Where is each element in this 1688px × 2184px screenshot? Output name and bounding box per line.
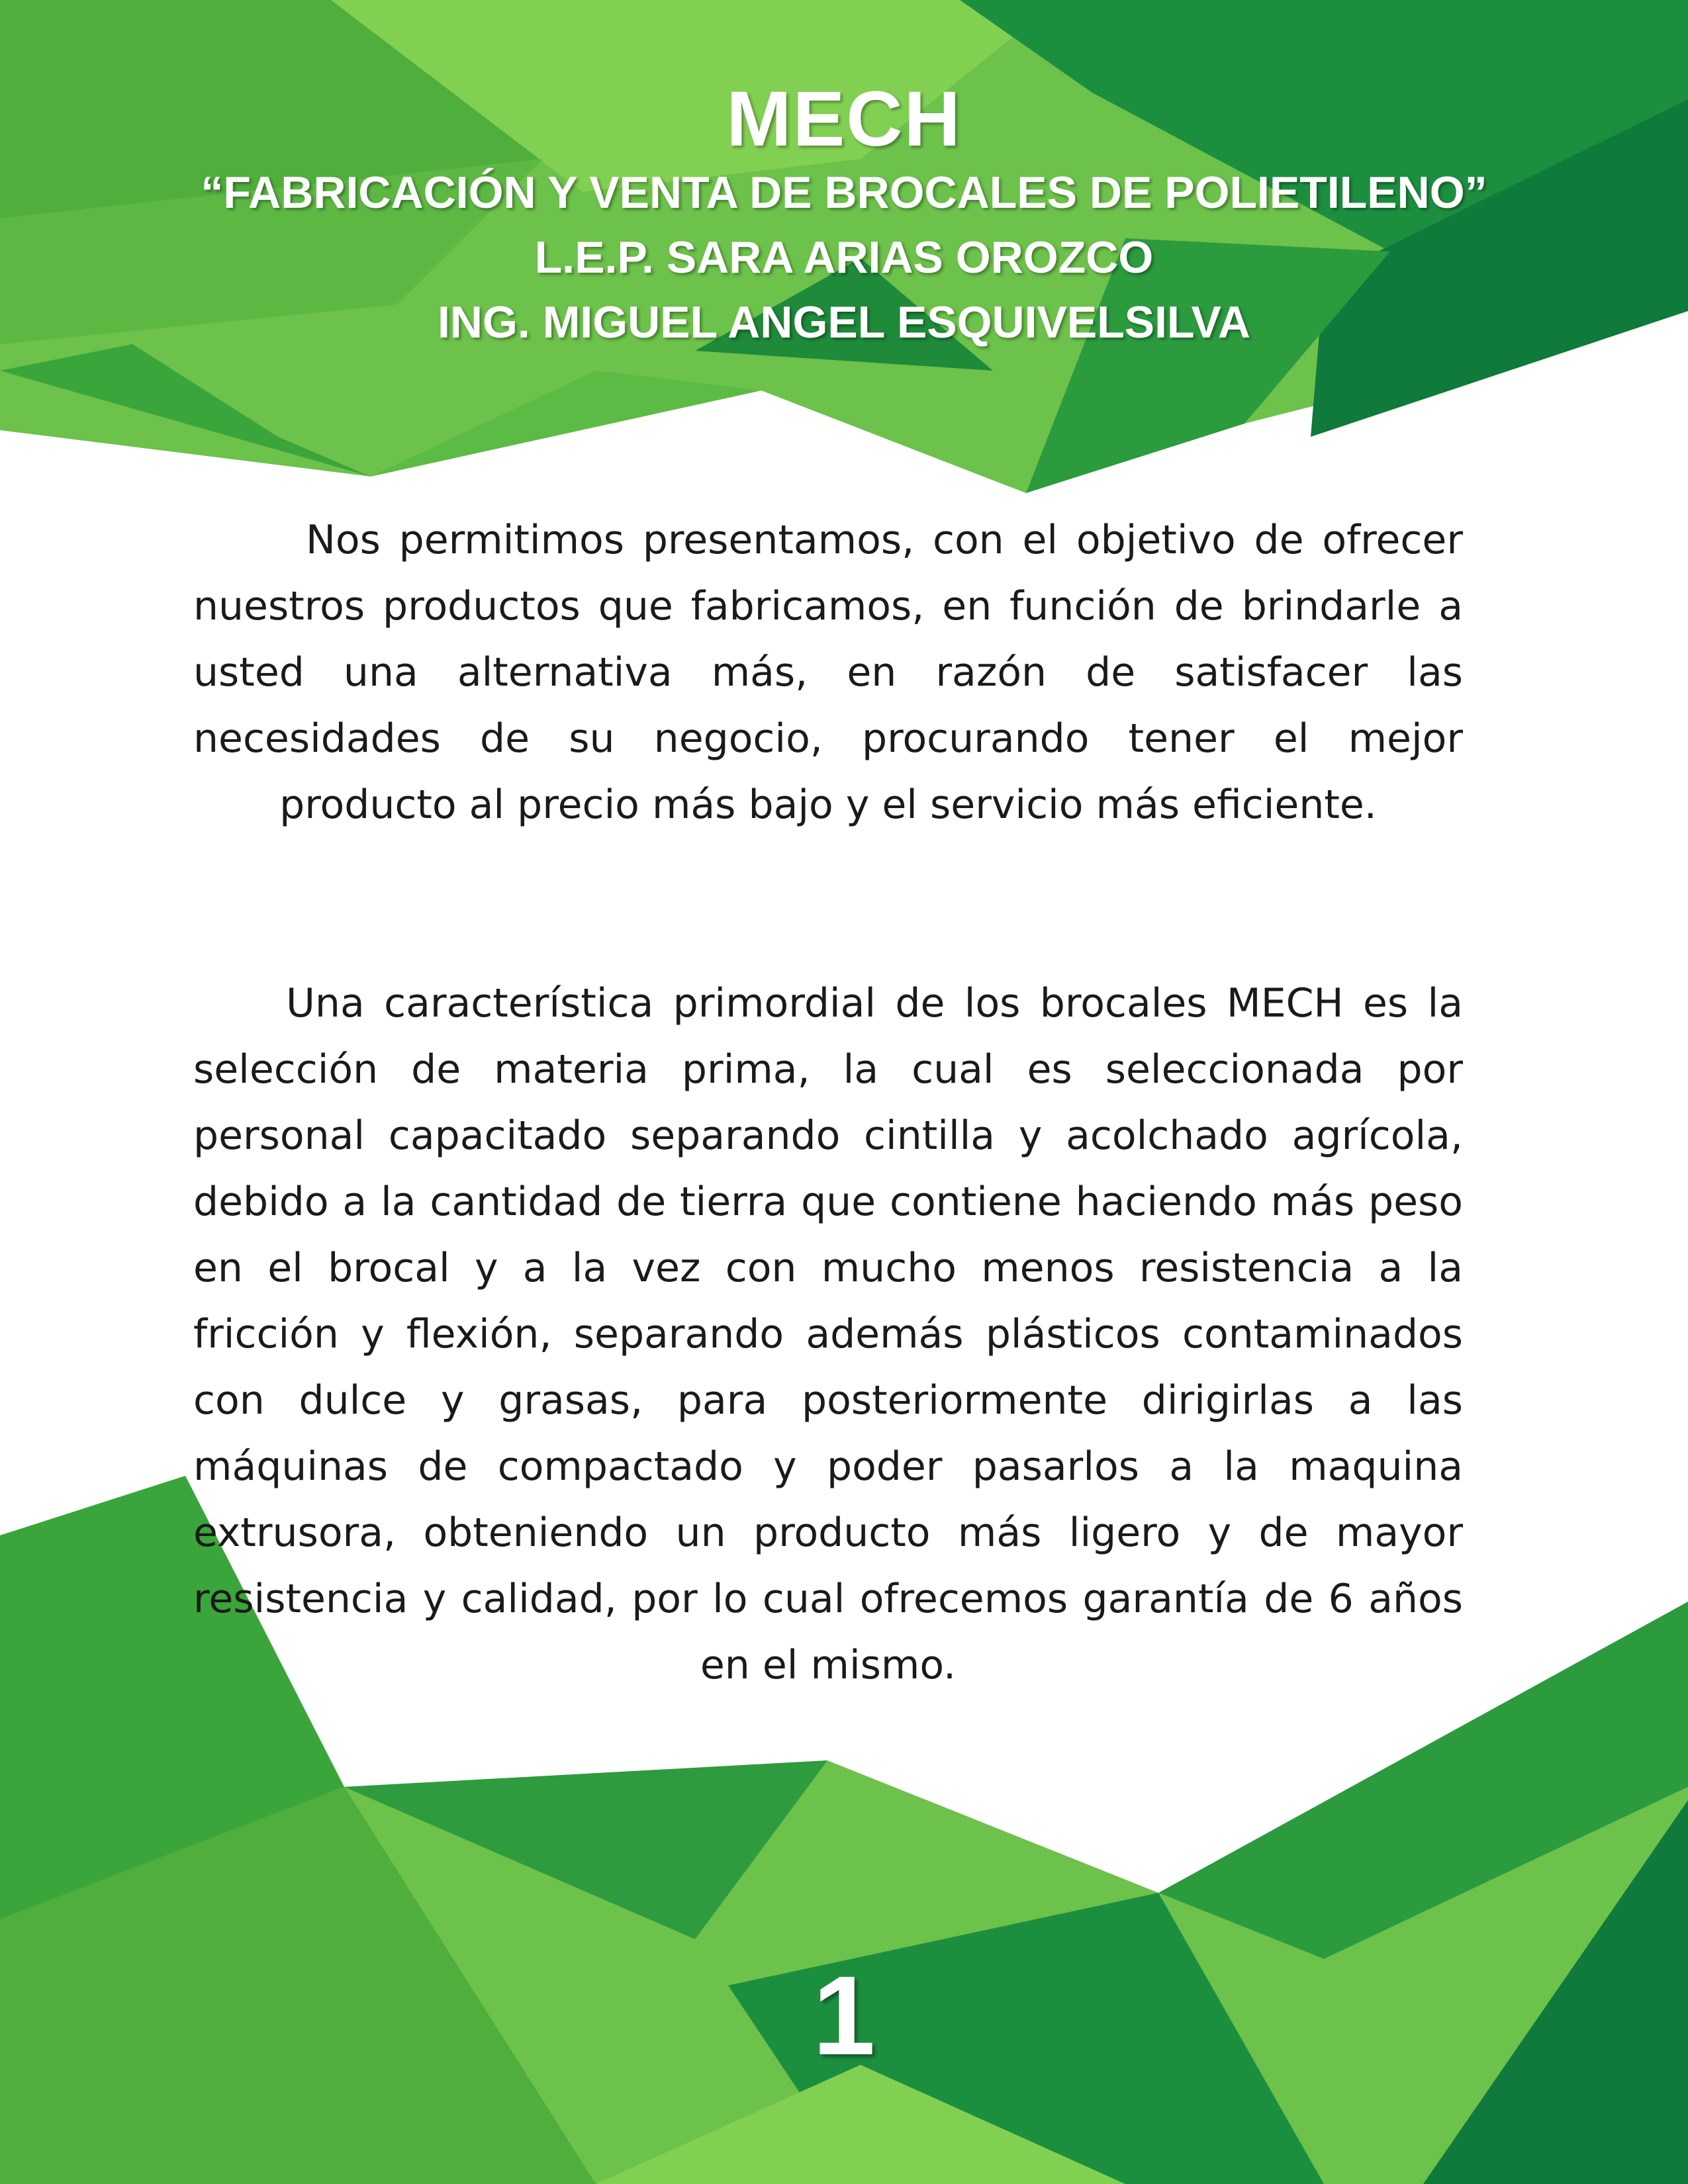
author-line-1: L.E.P. SARA ARIAS OROZCO: [534, 232, 1154, 283]
page-number: 1: [812, 1953, 876, 2079]
body-paragraph-2: Una característica primordial de los brocales MECH es la selección de materia prima, la cual es seleccionada por personal capacitado separando cintilla y acolchado agrícola, debido a la cantidad de tierra que contiene haciendo más peso en el brocal y a la vez con mucho menos resistencia a la fricción y flexión, separando además plásticos contaminados con dulce y grasas, para posteriormente dirigirlas a las máquinas de compactado y poder pasarlos a la maquina extrusora, obteniendo un producto más ligero y de mayor resistencia y calidad, por lo cual ofrecemos garantía de 6 años en el mismo.: [193, 980, 1463, 1688]
author-line-2: ING. MIGUEL ANGEL ESQUIVELSILVA: [438, 297, 1250, 347]
document-subtitle: “FABRICACIÓN Y VENTA DE BROCALES DE POLIETILENO”: [201, 167, 1487, 218]
document-title: MECH: [726, 75, 962, 163]
body-paragraph-1: Nos permitimos presentamos, con el objetivo de ofrecer nuestros productos que fabricamos, en función de brindarle a usted una alternativa más, en razón de satisfacer las necesidades de su negocio, procurando tener el mejor producto al precio más bajo y el servicio más eficiente.: [193, 517, 1463, 828]
